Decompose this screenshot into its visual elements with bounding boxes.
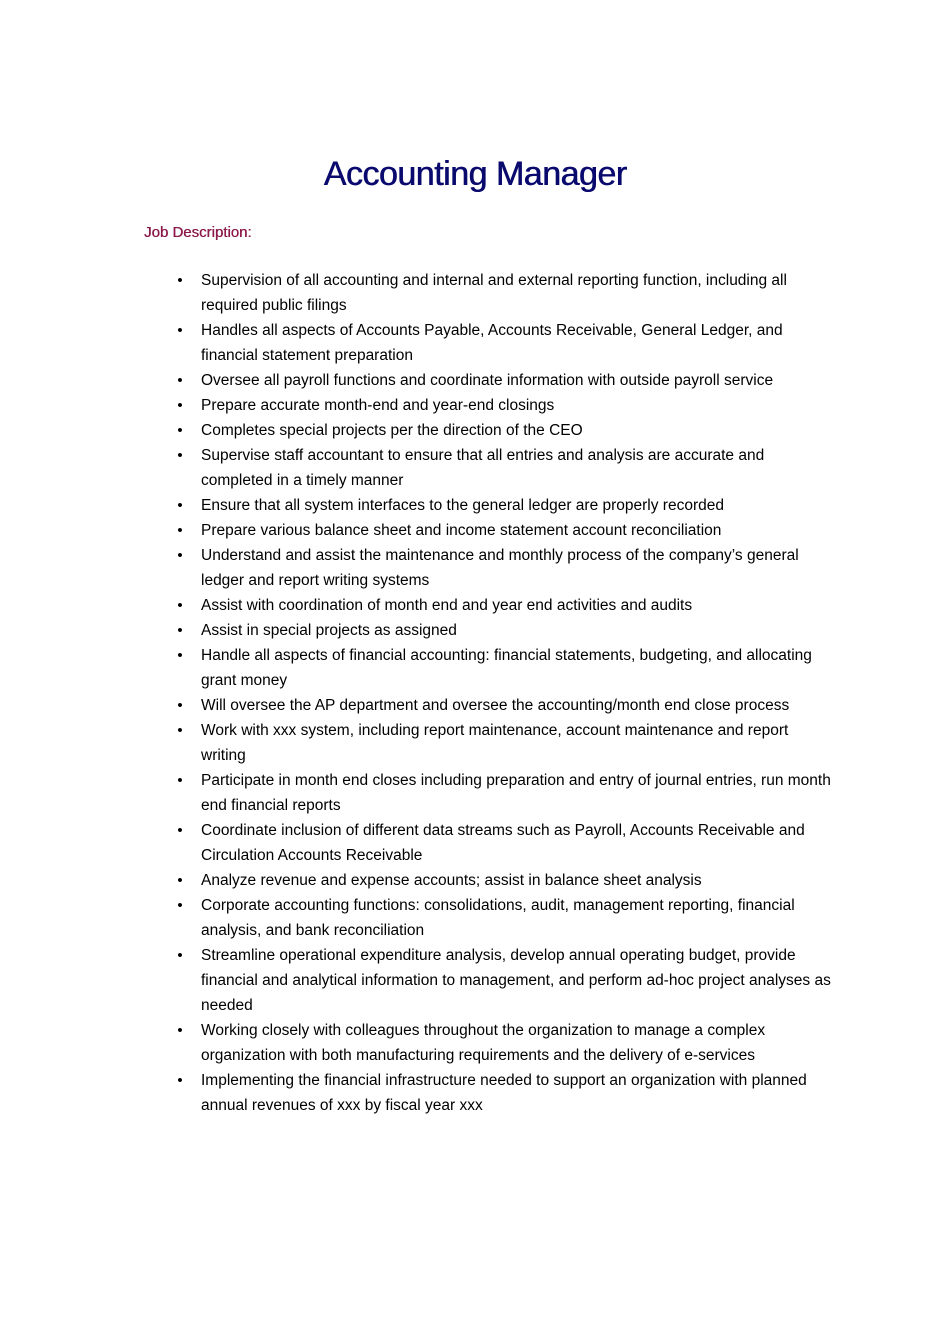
bullet-icon: • (177, 622, 183, 639)
list-item (177, 868, 837, 893)
bullet-icon: • (177, 1022, 183, 1039)
page-title: Accounting Manager (323, 155, 627, 193)
list-item-text: Supervise staff accountant to ensure that all entries and analysis are accurate and completed in a timely manner (201, 447, 765, 489)
list-item (177, 318, 837, 368)
bullet-icon: • (177, 647, 183, 664)
list-item-text: Prepare various balance sheet and income statement account reconciliation (201, 522, 722, 539)
list-item (177, 1068, 837, 1118)
bullet-icon: • (177, 947, 183, 964)
list-item (177, 368, 837, 393)
bullet-icon: • (177, 422, 183, 439)
list-item (177, 718, 837, 768)
bullet-icon: • (177, 497, 183, 514)
list-item (177, 393, 837, 418)
bullet-icon: • (177, 872, 183, 889)
list-item (177, 1018, 837, 1068)
bullet-icon: • (177, 772, 183, 789)
list-item (177, 593, 837, 618)
bullet-icon: • (177, 272, 183, 289)
list-item-text: Handles all aspects of Accounts Payable, Accounts Receivable, General Ledger, and financial statement preparation (201, 322, 783, 364)
list-item-text: Assist in special projects as assigned (201, 622, 457, 639)
list-item (177, 643, 837, 693)
list-item-text: Corporate accounting functions: consolidations, audit, management reporting, financial analysis, and bank reconciliation (201, 897, 795, 939)
bullet-icon: • (177, 722, 183, 739)
list-item-text: Analyze revenue and expense accounts; assist in balance sheet analysis (201, 872, 702, 889)
list-item (177, 493, 837, 518)
list-item-text: Completes special projects per the direction of the CEO (201, 422, 583, 439)
list-item-text: Handle all aspects of financial accounting: financial statements, budgeting, and allocating grant money (201, 647, 812, 689)
bullet-icon: • (177, 897, 183, 914)
list-item (177, 418, 837, 443)
list-item-text: Streamline operational expenditure analysis, develop annual operating budget, provide financial and analytical information to management, and perform ad-hoc project analyses as needed (201, 947, 831, 1014)
bullet-icon: • (177, 1072, 183, 1089)
bullet-icon: • (177, 322, 183, 339)
list-item (177, 618, 837, 643)
bullet-icon: • (177, 547, 183, 564)
list-item-text: Working closely with colleagues throughout the organization to manage a complex organization with both manufacturing requirements and the delivery of e-services (201, 1022, 766, 1064)
list-item-text: Oversee all payroll functions and coordinate information with outside payroll service (201, 372, 774, 389)
list-item (177, 693, 837, 718)
list-item-text: Ensure that all system interfaces to the general ledger are properly recorded (201, 497, 724, 514)
list-item-text: Participate in month end closes including preparation and entry of journal entries, run month end financial reports (201, 772, 831, 814)
bullet-icon: • (177, 697, 183, 714)
list-item-text: Coordinate inclusion of different data streams such as Payroll, Accounts Receivable and Circulation Accounts Receivable (201, 822, 805, 864)
list-item (177, 268, 837, 318)
bullet-icon: • (177, 372, 183, 389)
bullet-icon: • (177, 522, 183, 539)
list-item (177, 518, 837, 543)
list-item (177, 543, 837, 593)
list-item-text: Assist with coordination of month end and year end activities and audits (201, 597, 693, 614)
list-item-text: Work with xxx system, including report maintenance, account maintenance and report writing (201, 722, 789, 764)
list-item-text: Prepare accurate month-end and year-end closings (201, 397, 555, 414)
bullet-icon: • (177, 597, 183, 614)
list-item (177, 443, 837, 493)
list-item-text: Understand and assist the maintenance and monthly process of the company’s general ledger and report writing systems (201, 547, 799, 589)
section-heading-job-description: Job Description: (144, 224, 252, 241)
list-item-text: Implementing the financial infrastructure needed to support an organization with planned annual revenues of xxx by fiscal year xxx (201, 1072, 807, 1114)
list-item (177, 818, 837, 868)
list-item-text: Will oversee the AP department and oversee the accounting/month end close process (201, 697, 790, 714)
list-item (177, 768, 837, 818)
list-item (177, 943, 837, 1018)
list-item (177, 893, 837, 943)
job-duties-list (177, 268, 837, 1118)
bullet-icon: • (177, 397, 183, 414)
bullet-icon: • (177, 822, 183, 839)
bullet-icon: • (177, 447, 183, 464)
list-item-text: Supervision of all accounting and internal and external reporting function, including all required public filings (201, 272, 787, 314)
